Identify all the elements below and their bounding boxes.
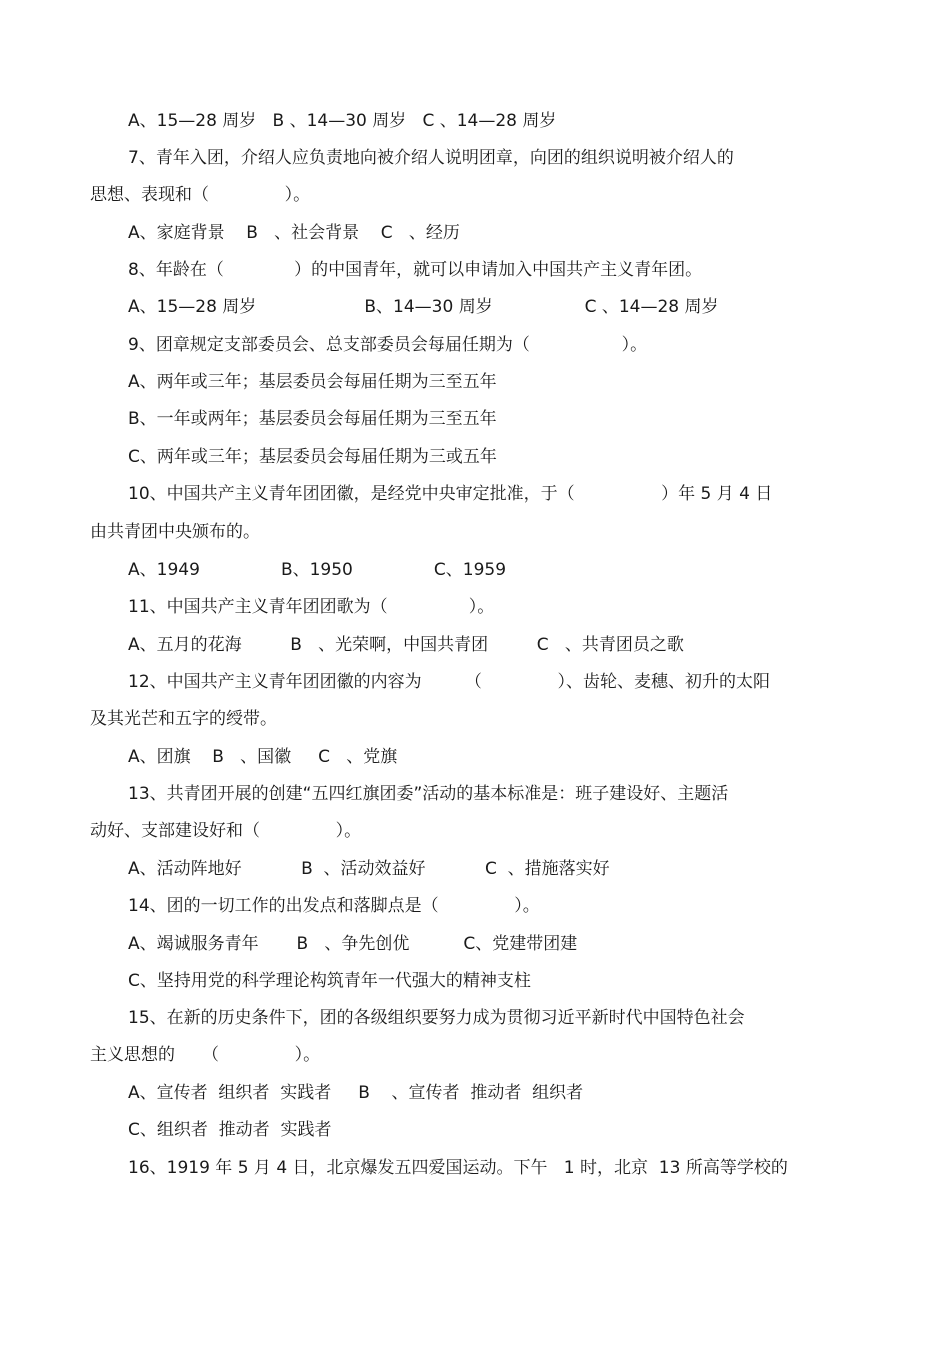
q10-text-line2: 由共青团中央颁布的。 [90,522,260,542]
q15-text-line2: 主义思想的 （ ）。 [90,1045,321,1065]
q12-text-line1: 12、中国共产主义青年团团徽的内容为 （ ）、齿轮、麦穗、初升的太阳 [128,672,771,692]
q15-option-ab: A、宣传者 组织者 实践者 B 、宣传者 推动者 组织者 [128,1083,584,1103]
q16-text-line1: 16、1919 年 5 月 4 日，北京爆发五四爱国运动。下午 1 时，北京 13 所高等学校的 [128,1158,788,1178]
q14-option-extra: C、坚持用党的科学理论构筑青年一代强大的精神支柱 [128,971,531,991]
q15-text-line1: 15、在新的历史条件下，团的各级组织要努力成为贯彻习近平新时代中国特色社会 [128,1008,745,1028]
q15-option-c: C、组织者 推动者 实践者 [128,1120,332,1140]
q14-options: A、竭诚服务青年 B 、争先创优 C、党建带团建 [128,934,578,954]
q7-text-line1: 7、青年入团，介绍人应负责地向被介绍人说明团章，向团的组织说明被介绍人的 [128,148,734,168]
q6-options: A、15—28 周岁 B 、14—30 周岁 C 、14—28 周岁 [128,111,557,131]
q9-option-a: A、两年或三年；基层委员会每届任期为三至五年 [128,372,497,392]
q8-options: A、15—28 周岁 B、14—30 周岁 C 、14—28 周岁 [128,297,719,317]
q12-text-line2: 及其光芒和五字的绶带。 [90,709,277,729]
q12-options: A、团旗 B 、国徽 C 、党旗 [128,747,398,767]
q13-options: A、活动阵地好 B 、活动效益好 C 、措施落实好 [128,859,610,879]
q11-text: 11、中国共产主义青年团团歌为（ ）。 [128,597,495,617]
q11-options: A、五月的花海 B 、光荣啊，中国共青团 C 、共青团员之歌 [128,635,684,655]
q10-options: A、1949 B、1950 C、1959 [128,560,507,580]
q9-text: 9、团章规定支部委员会、总支部委员会每届任期为（ ）。 [128,335,648,355]
q7-options: A、家庭背景 B 、社会背景 C 、经历 [128,223,460,243]
q7-text-line2: 思想、表现和（ ）。 [90,185,311,205]
q13-text-line2: 动好、支部建设好和（ ）。 [90,821,362,841]
q9-option-b: B、一年或两年；基层委员会每届任期为三至五年 [128,409,497,429]
q8-text: 8、年龄在（ ）的中国青年，就可以申请加入中国共产主义青年团。 [128,260,703,280]
q9-option-c: C、两年或三年；基层委员会每届任期为三或五年 [128,447,497,467]
q14-text: 14、团的一切工作的出发点和落脚点是（ ）。 [128,896,540,916]
q13-text-line1: 13、共青团开展的创建“五四红旗团委”活动的基本标准是：班子建设好、主题活 [128,784,729,804]
q10-text-line1: 10、中国共产主义青年团团徽，是经党中央审定批准，于（ ）年 5 月 4 日 [128,484,773,504]
